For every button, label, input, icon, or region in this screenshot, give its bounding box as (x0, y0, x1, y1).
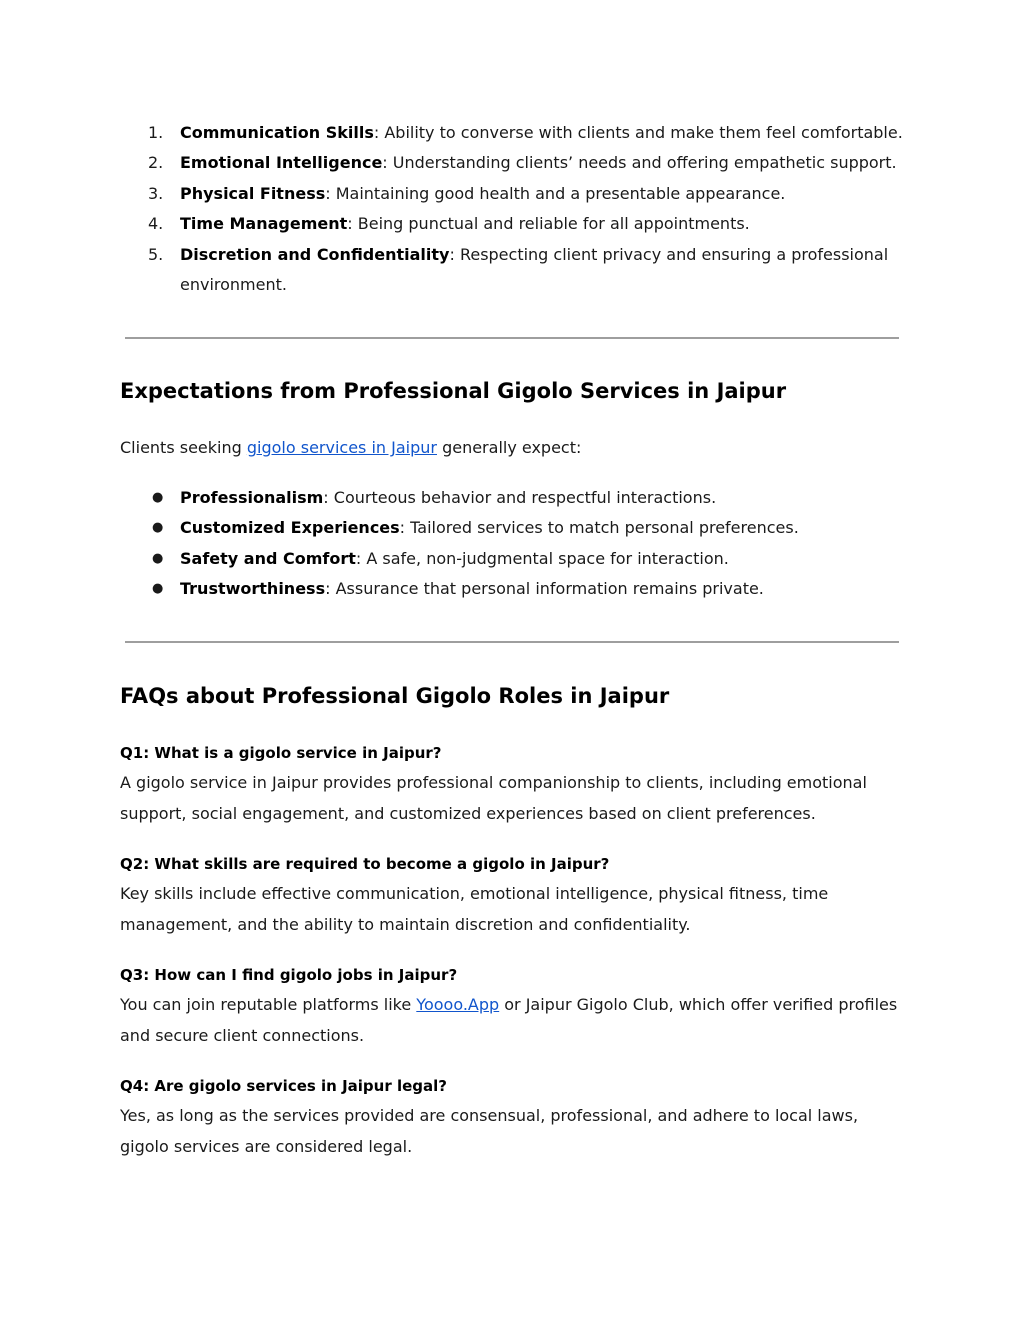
list-description: : Maintaining good health and a presentable appearance. (325, 183, 786, 203)
horizontal-divider (125, 337, 899, 339)
faq-question: Q2: What skills are required to become a gigolo in Jaipur? (120, 855, 610, 873)
intro-text-after: generally expect: (436, 438, 582, 457)
list-number: 4. (148, 214, 164, 234)
bullet-icon: ● (152, 550, 164, 566)
answer-text-before: You can join reputable platforms like (120, 995, 417, 1015)
list-term: Communication Skills (180, 123, 374, 142)
list-item (120, 148, 910, 178)
faq-answer: A gigolo service in Jaipur provides professional companionship to clients, including emotional support, social engagement, and customized experiences based on client preferences. (120, 773, 867, 823)
faq-question: Q3: How can I find gigolo jobs in Jaipur? (120, 966, 458, 984)
faq-question: Q1: What is a gigolo service in Jaipur? (120, 744, 442, 762)
horizontal-divider (125, 641, 899, 643)
list-number: 5. (148, 244, 164, 264)
list-description: : Respecting client privacy and ensuring a professional environment. (180, 244, 889, 295)
expectations-intro (120, 433, 910, 463)
list-term: Safety and Comfort (180, 548, 356, 568)
list-term: Professionalism (180, 488, 324, 507)
answer-text-after: or Jaipur Gigolo Club, which offer verified profiles and secure client connections. (120, 995, 898, 1045)
list-term: Physical Fitness (180, 183, 326, 203)
list-description: : A safe, non-judgmental space for interaction. (355, 548, 729, 568)
list-item (120, 209, 910, 239)
list-item (120, 574, 910, 604)
bullet-icon: ● (152, 490, 164, 505)
list-number: 2. (148, 153, 164, 173)
list-item (120, 179, 910, 209)
list-description: : Assurance that personal information remains private. (325, 579, 764, 599)
faq-answer (120, 990, 910, 1051)
list-term: Trustworthiness (180, 579, 326, 599)
list-term: Discretion and Confidentiality (180, 244, 450, 264)
list-term: Time Management (180, 214, 348, 234)
faq-item (120, 738, 910, 829)
list-item (120, 544, 910, 574)
faq-item (120, 1071, 910, 1162)
list-description: : Ability to converse with clients and make them feel comfortable. (373, 123, 903, 142)
expectations-heading: Expectations from Professional Gigolo Services in Jaipur (120, 379, 787, 403)
list-number: 1. (148, 123, 164, 142)
list-item (120, 483, 910, 513)
gigolo-services-link[interactable]: gigolo services in Jaipur (246, 438, 437, 457)
list-number: 3. (148, 183, 164, 203)
faq-heading: FAQs about Professional Gigolo Roles in Jaipur (120, 684, 670, 708)
expectations-list (120, 483, 910, 605)
list-description: : Understanding clients’ needs and offering empathetic support. (382, 153, 897, 173)
skills-list (120, 118, 910, 300)
faq-question: Q4: Are gigolo services in Jaipur legal? (120, 1077, 447, 1095)
list-term: Emotional Intelligence (180, 153, 383, 173)
list-description: : Tailored services to match personal preferences. (399, 518, 799, 538)
yoooo-app-link[interactable]: Yoooo.App (416, 995, 500, 1015)
list-description: : Being punctual and reliable for all appointments. (347, 214, 750, 234)
intro-text-before: Clients seeking (120, 438, 247, 457)
faq-item (120, 849, 910, 940)
list-item (120, 513, 910, 543)
list-description: : Courteous behavior and respectful interactions. (323, 488, 717, 507)
list-item (120, 240, 910, 301)
bullet-icon: ● (152, 520, 164, 536)
list-item (120, 118, 910, 148)
bullet-icon: ● (152, 581, 164, 597)
faq-answer: Key skills include effective communication, emotional intelligence, physical fitness, time management, and the ability to maintain discretion and confidentiality. (120, 884, 829, 934)
faq-answer: Yes, as long as the services provided are consensual, professional, and adhere to local laws, gigolo services are considered legal. (120, 1106, 859, 1156)
list-term: Customized Experiences (180, 518, 400, 538)
faq-item (120, 960, 910, 1051)
